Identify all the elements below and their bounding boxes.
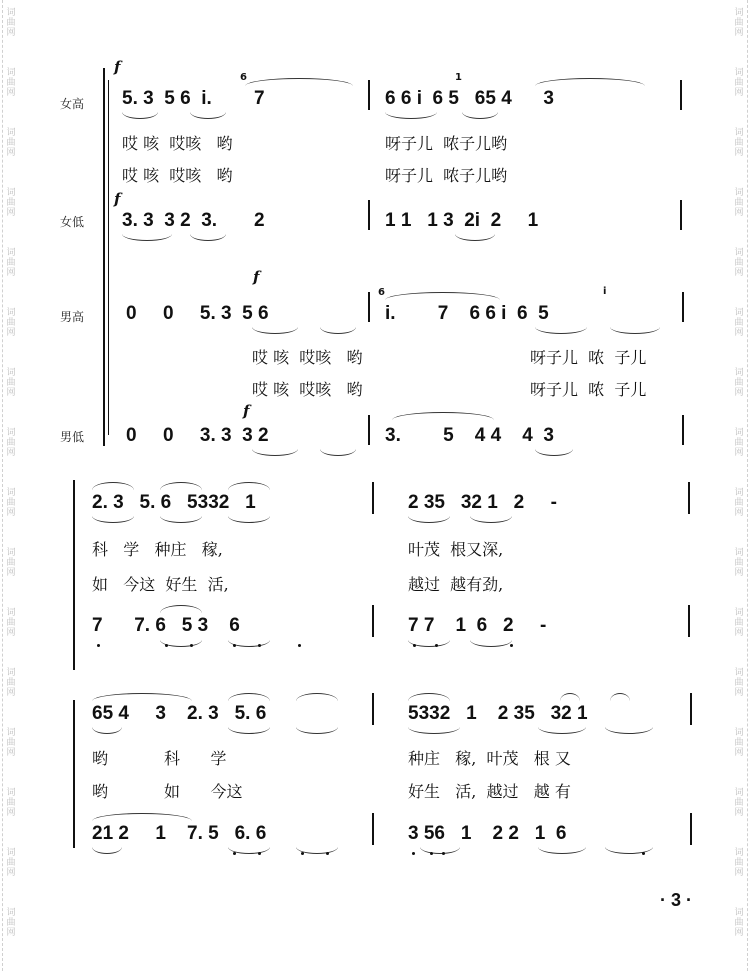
system1-bracket <box>103 68 105 446</box>
octave-dot <box>326 852 329 855</box>
octave-dot <box>413 644 416 647</box>
octave-dot <box>165 644 168 647</box>
alto-notes-m2: 1 1 1 3 2i 2 1 <box>385 210 539 231</box>
watermark-text: 词 曲 网 <box>734 428 744 458</box>
watermark-text: 词 曲 网 <box>734 728 744 758</box>
system3-lyric2-m1: 哟 如 今这 <box>92 782 243 801</box>
barline <box>680 200 682 230</box>
beam <box>190 112 226 119</box>
beam <box>252 327 298 334</box>
barline <box>680 80 682 110</box>
beam <box>252 449 298 456</box>
tenor-notes-m2: i. 7 6 6 i 6 5 <box>385 303 549 324</box>
tenor-grace-i: i <box>603 286 607 297</box>
octave-dot <box>442 852 445 855</box>
barline <box>682 415 684 445</box>
barline <box>372 813 374 845</box>
beam <box>92 847 122 854</box>
barline <box>372 605 374 637</box>
beam <box>538 847 586 854</box>
barline <box>372 693 374 725</box>
system2-lyric2-m1: 如 今这 好生 活, <box>92 575 229 594</box>
watermark-text: 词 曲 网 <box>734 68 744 98</box>
soprano-grace-6: 6 <box>240 72 247 83</box>
slur <box>560 693 580 701</box>
beam <box>122 234 172 241</box>
dynamic-bass: f <box>243 402 250 420</box>
octave-dot <box>298 644 301 647</box>
soprano-lyric2-m2: 呀子儿 哝子儿哟 <box>385 166 508 185</box>
octave-dot <box>190 644 193 647</box>
slur <box>245 78 353 86</box>
watermark-text: 词 曲 网 <box>6 248 16 278</box>
system3-lyric1-m2: 种庄 稼, 叶茂 根 又 <box>408 749 571 768</box>
watermark-text: 词 曲 网 <box>6 848 16 878</box>
beam <box>408 727 460 734</box>
watermark-column-left <box>2 0 19 971</box>
system2-lyric2-m2: 越过 越有劲, <box>408 575 504 594</box>
watermark-text: 词 曲 网 <box>6 428 16 458</box>
dynamic-alto: f <box>114 190 121 208</box>
beam <box>122 112 158 119</box>
watermark-text: 词 曲 网 <box>6 8 16 38</box>
watermark-column-right <box>731 0 748 971</box>
watermark-text: 词 曲 网 <box>6 308 16 338</box>
beam <box>420 847 460 854</box>
barline <box>368 292 370 322</box>
dynamic-soprano: f <box>114 58 121 76</box>
slur <box>408 693 450 701</box>
tenor-grace-6: 6 <box>378 287 385 298</box>
octave-dot <box>412 852 415 855</box>
watermark-text: 词 曲 网 <box>6 908 16 938</box>
beam <box>190 234 226 241</box>
octave-dot <box>258 852 261 855</box>
part-label-bass: 男低 <box>60 430 85 444</box>
watermark-text: 词 曲 网 <box>6 728 16 758</box>
watermark-text: 词 曲 网 <box>734 8 744 38</box>
octave-dot <box>233 644 236 647</box>
slur <box>392 412 494 420</box>
system2-lower-m1: 7 7. 6 5 3 6 <box>92 615 240 636</box>
beam <box>462 112 498 119</box>
system3-lyric1-m1: 哟 科 学 <box>92 749 227 768</box>
watermark-text: 词 曲 网 <box>734 788 744 818</box>
watermark-text: 词 曲 网 <box>734 668 744 698</box>
bass-notes-m1: 0 0 3. 3 3 2 <box>126 425 269 446</box>
tenor-lyric2-m1: 哎 咳 哎咳 哟 <box>252 380 363 399</box>
beam <box>605 847 653 854</box>
barline <box>368 200 370 230</box>
system3-upper-m1: 65 4 3 2. 3 5. 6 <box>92 703 267 724</box>
page-number: · 3 · <box>660 890 693 910</box>
system2-lyric1-m1: 科 学 种庄 稼, <box>92 540 223 559</box>
soprano-grace-1: 1 <box>455 72 462 83</box>
slur <box>92 813 192 821</box>
octave-dot <box>258 644 261 647</box>
watermark-text: 词 曲 网 <box>734 368 744 398</box>
system3-bracket <box>73 700 75 848</box>
watermark-text: 词 曲 网 <box>734 548 744 578</box>
tenor-notes-m1: 0 0 5. 3 5 6 <box>126 303 269 324</box>
alto-notes-m1: 3. 3 3 2 3. 2 <box>122 210 265 231</box>
beam <box>92 516 134 523</box>
slur <box>610 693 630 701</box>
octave-dot <box>642 852 645 855</box>
beam <box>92 727 122 734</box>
octave-dot <box>97 644 100 647</box>
barline <box>368 80 370 110</box>
tenor-lyric2-m2: 呀子儿 哝 子儿 <box>530 380 647 399</box>
soprano-lyric1-m2: 呀子儿 哝子儿哟 <box>385 134 508 153</box>
beam <box>610 327 660 334</box>
watermark-text: 词 曲 网 <box>6 488 16 518</box>
watermark-text: 词 曲 网 <box>6 788 16 818</box>
system2-lower-m2: 7 7 1 6 2 - <box>408 615 547 636</box>
watermark-text: 词 曲 网 <box>734 608 744 638</box>
octave-dot <box>435 644 438 647</box>
slur <box>92 482 134 490</box>
watermark-text: 词 曲 网 <box>6 68 16 98</box>
system1-bracket-inner <box>108 80 109 435</box>
slur <box>160 482 202 490</box>
beam <box>535 327 587 334</box>
barline <box>690 813 692 845</box>
tenor-lyric1-m1: 哎 咳 哎咳 哟 <box>252 348 363 367</box>
system3-lower-m1: 21 2 1 7. 5 6. 6 <box>92 823 267 844</box>
slur <box>535 78 645 86</box>
soprano-notes-m2: 6 6 i 6 5 65 4 3 <box>385 88 554 109</box>
octave-dot <box>301 852 304 855</box>
slur <box>385 292 500 300</box>
slur <box>228 693 270 701</box>
beam <box>160 516 202 523</box>
bass-notes-m2: 3. 5 4 4 4 3 <box>385 425 554 446</box>
octave-dot <box>233 852 236 855</box>
system3-upper-m2: 5332 1 2 35 32 1 <box>408 703 588 724</box>
system2-upper-m2: 2 35 32 1 2 - <box>408 492 557 513</box>
watermark-text: 词 曲 网 <box>734 308 744 338</box>
barline <box>682 292 684 322</box>
watermark-text: 词 曲 网 <box>6 668 16 698</box>
beam <box>470 640 512 647</box>
part-label-soprano: 女高 <box>60 97 85 111</box>
part-label-tenor: 男高 <box>60 310 85 324</box>
beam <box>228 516 270 523</box>
system2-bracket <box>73 480 75 670</box>
watermark-text: 词 曲 网 <box>734 188 744 218</box>
beam <box>320 449 356 456</box>
beam <box>385 112 437 119</box>
beam <box>455 234 495 241</box>
beam <box>320 327 356 334</box>
tenor-lyric1-m2: 呀子儿 哝 子儿 <box>530 348 647 367</box>
system3-lyric2-m2: 好生 活, 越过 越 有 <box>408 782 571 801</box>
part-label-alto: 女低 <box>60 215 85 229</box>
octave-dot <box>510 644 513 647</box>
system2-upper-m1: 2. 3 5. 6 5332 1 <box>92 492 256 513</box>
slur <box>92 693 192 701</box>
barline <box>372 482 374 514</box>
watermark-text: 词 曲 网 <box>734 488 744 518</box>
slur <box>228 482 270 490</box>
beam <box>296 727 338 734</box>
barline <box>688 482 690 514</box>
watermark-text: 词 曲 网 <box>6 188 16 218</box>
barline <box>688 605 690 637</box>
system3-lower-m2: 3 56 1 2 2 1 6 <box>408 823 567 844</box>
octave-dot <box>430 852 433 855</box>
barline <box>690 693 692 725</box>
dynamic-tenor: f <box>253 268 260 286</box>
watermark-text: 词 曲 网 <box>734 248 744 278</box>
soprano-lyric1-m1: 哎 咳 哎咳 哟 <box>122 134 233 153</box>
slur <box>296 693 338 701</box>
watermark-text: 词 曲 网 <box>6 368 16 398</box>
watermark-text: 词 曲 网 <box>6 608 16 638</box>
watermark-text: 词 曲 网 <box>734 908 744 938</box>
beam <box>538 727 586 734</box>
soprano-notes-m1: 5. 3 5 6 i. 7 <box>122 88 265 109</box>
watermark-text: 词 曲 网 <box>734 848 744 878</box>
beam <box>228 727 270 734</box>
soprano-lyric2-m1: 哎 咳 哎咳 哟 <box>122 166 233 185</box>
beam <box>605 727 653 734</box>
watermark-text: 词 曲 网 <box>6 128 16 158</box>
slur <box>160 605 202 613</box>
watermark-text: 词 曲 网 <box>6 548 16 578</box>
watermark-text: 词 曲 网 <box>734 128 744 158</box>
barline <box>368 415 370 445</box>
beam <box>408 516 450 523</box>
beam <box>535 449 573 456</box>
beam <box>470 516 512 523</box>
system2-lyric1-m2: 叶茂 根又深, <box>408 540 504 559</box>
